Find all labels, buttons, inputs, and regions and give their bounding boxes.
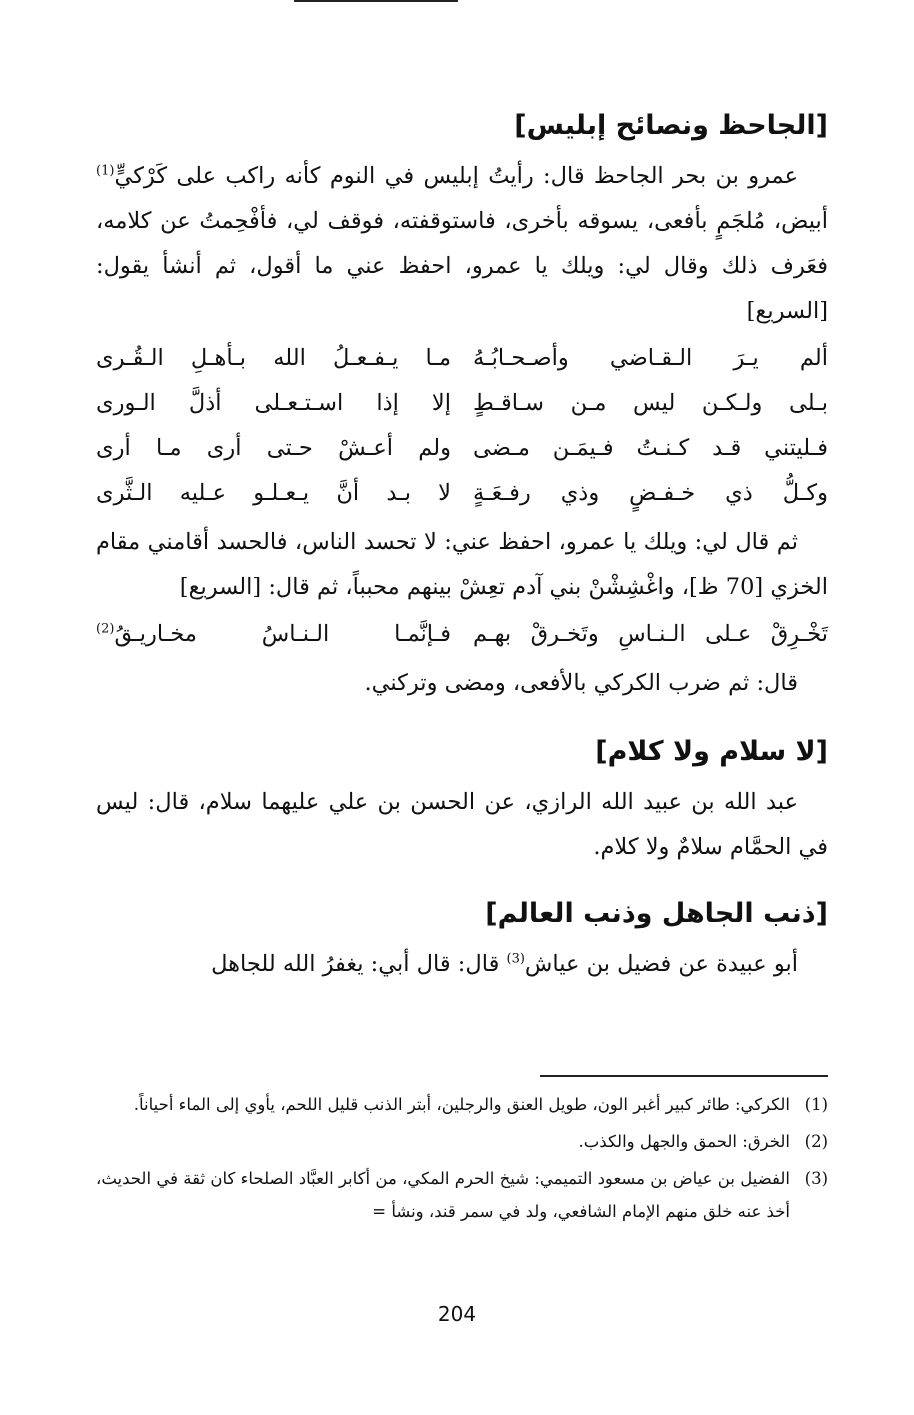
verse-second-hemistich: لا بـد أنَّ يـعـلـو عـليه الـثَّرى <box>96 480 451 506</box>
section-no-greeting <box>96 734 828 870</box>
verse-line <box>96 426 828 471</box>
verse-first-hemistich: بـلى ولـكـن ليس مـن سـاقـطٍ <box>473 390 828 416</box>
footnote-text: الفضيل بن عياض بن مسعود التميمي: شيخ الحرم المكي، من أكابر العبَّاد الصلحاء كان ثقة في الحديث، أخذ عنه خلق منهم الإمام الشافعي، ولد في سمر قند، ونشأ = <box>96 1169 790 1221</box>
verse-second-hemistich: فـإنَّمـا الـنـاسُ مخـاريـقُ <box>114 621 451 647</box>
footnote-ref-3[interactable]: (3) <box>506 951 525 967</box>
verse-line <box>96 381 828 426</box>
verse-first-hemistich: ألم يـرَ الـقـاضي وأصـحـابُـهُ <box>473 345 828 371</box>
meter-label-1: [السريع] <box>746 298 828 324</box>
verse-line <box>96 336 828 381</box>
paragraph-sins-b: قال: قال أبي: يغفرُ الله للجاهل <box>211 951 507 977</box>
section-heading-no-greeting: [لا سلام ولا كلام] <box>595 736 828 767</box>
footnote-ref-1[interactable]: (1) <box>96 163 115 179</box>
footnote-text: الخرق: الحمق والجهل والكذب. <box>578 1132 790 1151</box>
paragraph-no-greeting: عبد الله بن عبيد الله الرازي، عن الحسن بن علي عليهما سلام، قال: ليس في الحمَّام سلامٌ ولا كلام. <box>96 789 828 860</box>
paragraph-jahiz-2-text: ثم قال لي: ويلك يا عمرو، احفظ عني: لا تحسد الناس، فالحسد أقامني مقام الخزي [70 ظ]، واغْشِشْنْ بني آدم تعِشْ بينهم محبباً، ثم قال: <box>96 529 828 600</box>
section-sins <box>96 896 828 987</box>
verse-first-hemistich: تَخْـرِقْ عـلى الـنـاسِ وتَخـرقْ بهـم <box>473 621 828 647</box>
paragraph-jahiz-1 <box>96 154 828 334</box>
paragraph-sins <box>96 942 828 987</box>
paragraph-jahiz-2 <box>96 520 828 610</box>
poem-1 <box>96 336 828 516</box>
verse-second-hemistich-wrap <box>96 612 451 657</box>
verse-second-hemistich: مـا يـفـعـلُ الله بـأهـلِ الـقُـرى <box>96 345 451 371</box>
verse-second-hemistich: إلا إذا اسـتـعـلى أذلَّ الـورى <box>96 390 451 416</box>
top-rule <box>294 0 458 2</box>
paragraph-jahiz-1-b: أبيض، مُلجَمٍ بأفعى، يسوقه بأخرى، فاستوقفته، فوقف لي، فأفْحِمتُ عن كلامه، فعَرف ذلك وقال لي: ويلك يا عمرو، احفظ عني ما أقول، ثم أنشأ يقول: <box>96 208 828 279</box>
paragraph-jahiz-1-a: عمرو بن بحر الجاحظ قال: رأيتُ إبليس في النوم كأنه راكب على كَرْكيٍّ <box>114 163 798 189</box>
page-body <box>96 108 828 987</box>
footnote-number: (3) <box>804 1169 828 1188</box>
footnote-number: (1) <box>804 1095 828 1114</box>
verse-line <box>96 612 828 657</box>
section-heading-sins: [ذنب الجاهل وذنب العالم] <box>485 898 828 929</box>
section-heading-jahiz: [الجاحظ ونصائح إبليس] <box>514 110 828 141</box>
verse-first-hemistich: وكـلُّ ذي خـفـضٍ وذي رفـعَـةٍ <box>473 480 828 506</box>
footnote-number: (2) <box>804 1132 828 1151</box>
meter-label-2: [السريع] <box>179 574 262 600</box>
footnote-item <box>96 1125 828 1158</box>
footnote-ref-2[interactable]: (2) <box>96 621 115 637</box>
footnote-separator <box>540 1075 828 1077</box>
verse-second-hemistich: ولم أعـشْ حـتى أرى مـا أرى <box>96 435 451 461</box>
footnote-item <box>96 1088 828 1121</box>
poem-2 <box>96 612 828 657</box>
paragraph-jahiz-3: قال: ثم ضرب الكركي بالأفعى، ومضى وتركني. <box>364 670 798 696</box>
page-number: 204 <box>437 1302 477 1326</box>
verse-first-hemistich: فـليتني قـد كـنـتُ فـيمَـن مـضى <box>473 435 828 461</box>
paragraph-sins-a: أبو عبيدة عن فضيل بن عياش <box>524 951 798 977</box>
footnote-item <box>96 1162 828 1228</box>
section-jahiz <box>96 108 828 706</box>
footnotes <box>96 1088 828 1232</box>
verse-line <box>96 471 828 516</box>
footnote-text: الكركي: طائر كبير أغبر الون، طويل العنق والرجلين، أبتر الذنب قليل اللحم، يأوي إلى الماء أحياناً. <box>133 1095 790 1114</box>
